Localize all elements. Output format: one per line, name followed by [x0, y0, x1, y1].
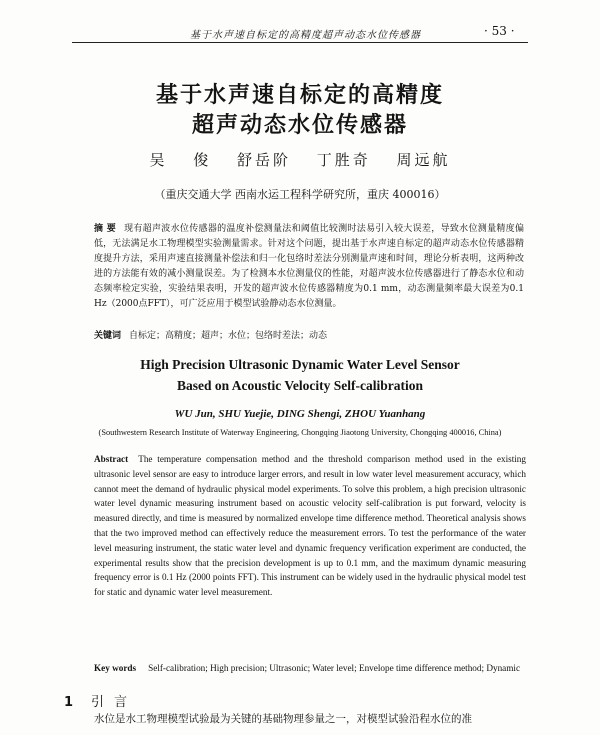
running-title: 基于水声速自标定的高精度超声动态水位传感器 [190, 30, 421, 41]
abstract-cn-text: 现有超声波水位传感器的温度补偿测量法和阈值比较测时法易引入较大误差，导致水位测量精度偏低，无法满足水工物理模型实验测量需求。针对这个问题，提出基于水声速自标定的超声动态水位传感器精度提升方法，采用声速直接测量补偿法和归一化包络时差法分别测量声速和时间，理论分析表明，这两种改进的方法能有效的减小测量误差。为了检测本水位测量仪的性能，对超声波水位传感器进行了静态水位和动态频率检定实验，实验结果表明，开发的超声波水位传感器精度为0.1 mm，动态测量频率最大误差为0.1 Hz（2000点FFT），可广泛应用于模型试验静动态水位测量。 [94, 224, 524, 309]
abstract-en-text: The temperature compensation method and the threshold comparison method used in the existing ultrasonic level sensor are easy to introduce larger errors, and result in low water level measurement accuracy, which cannot meet the demand of hydraulic physical model experiments. To solve this problem, a high precision ultrasonic water level dynamic measuring instrument based on acoustic velocity self-calibration is put forward, velocity is measured directly, and time is measured by normalized envelope time difference method. Theoretical analysis shows that the two improved method can effectively reduce the measurement errors. To test the performance of the water level measuring instrument, the static water level and dynamic frequency verification experiment are conducted, the experimental results show that the precision development is up to 0.1 mm, and the maximum dynamic measuring frequency error is 0.1 Hz (2000 points FFT). This instrument can be widely used in the hydraulic physical model test for static and dynamic water level measurement. [94, 454, 526, 598]
abstract-cn-label: 摘 要 [94, 224, 117, 234]
keywords-cn-label: 关键词 [94, 331, 122, 341]
affiliation-cn: （重庆交通大学 西南水运工程科学研究所，重庆 400016） [154, 188, 446, 201]
keywords-cn [94, 328, 524, 341]
section-heading-intro [64, 691, 137, 710]
header-rule [72, 42, 528, 43]
title-cn-line2: 超声动态水位传感器 [191, 113, 408, 138]
authors-cn: 吴 俊 舒岳阶 丁胜奇 周远航 [149, 151, 451, 169]
title-cn-line1: 基于水声速自标定的高精度 [155, 83, 444, 108]
page-header [0, 0, 600, 44]
keywords-cn-text: 自标定；高精度；超声；水位；包络时差法；动态 [129, 331, 328, 341]
section-title: 引言 [91, 695, 138, 710]
abstract-en-label: Abstract [94, 454, 129, 464]
body-text-line: 水位是水工物理模型试验最为关键的基础物理参量之一，对模型试验沿程水位的准 [94, 713, 472, 725]
title-en-line2: Based on Acoustic Velocity Self-calibration [177, 378, 423, 393]
abstract-cn [94, 222, 524, 311]
keywords-en-text: Self-calibration; High precision; Ultrasonic; Water level; Envelope time difference method; Dynamic [148, 663, 521, 673]
keywords-en [94, 661, 526, 675]
title-en-line1: High Precision Ultrasonic Dynamic Water Level Sensor [140, 357, 460, 372]
abstract-en [94, 452, 526, 600]
section-number: 1 [64, 695, 74, 710]
authors-en: WU Jun, SHU Yuejie, DING Shengi, ZHOU Yuanhang [174, 408, 426, 420]
keywords-en-label: Key words [94, 663, 137, 673]
page-number: · 53 · [484, 24, 515, 38]
affiliation-en: (Southwestern Research Institute of Waterway Engineering, Chongqing Jiaotong University, Chongqing 400016, China) [98, 428, 502, 437]
